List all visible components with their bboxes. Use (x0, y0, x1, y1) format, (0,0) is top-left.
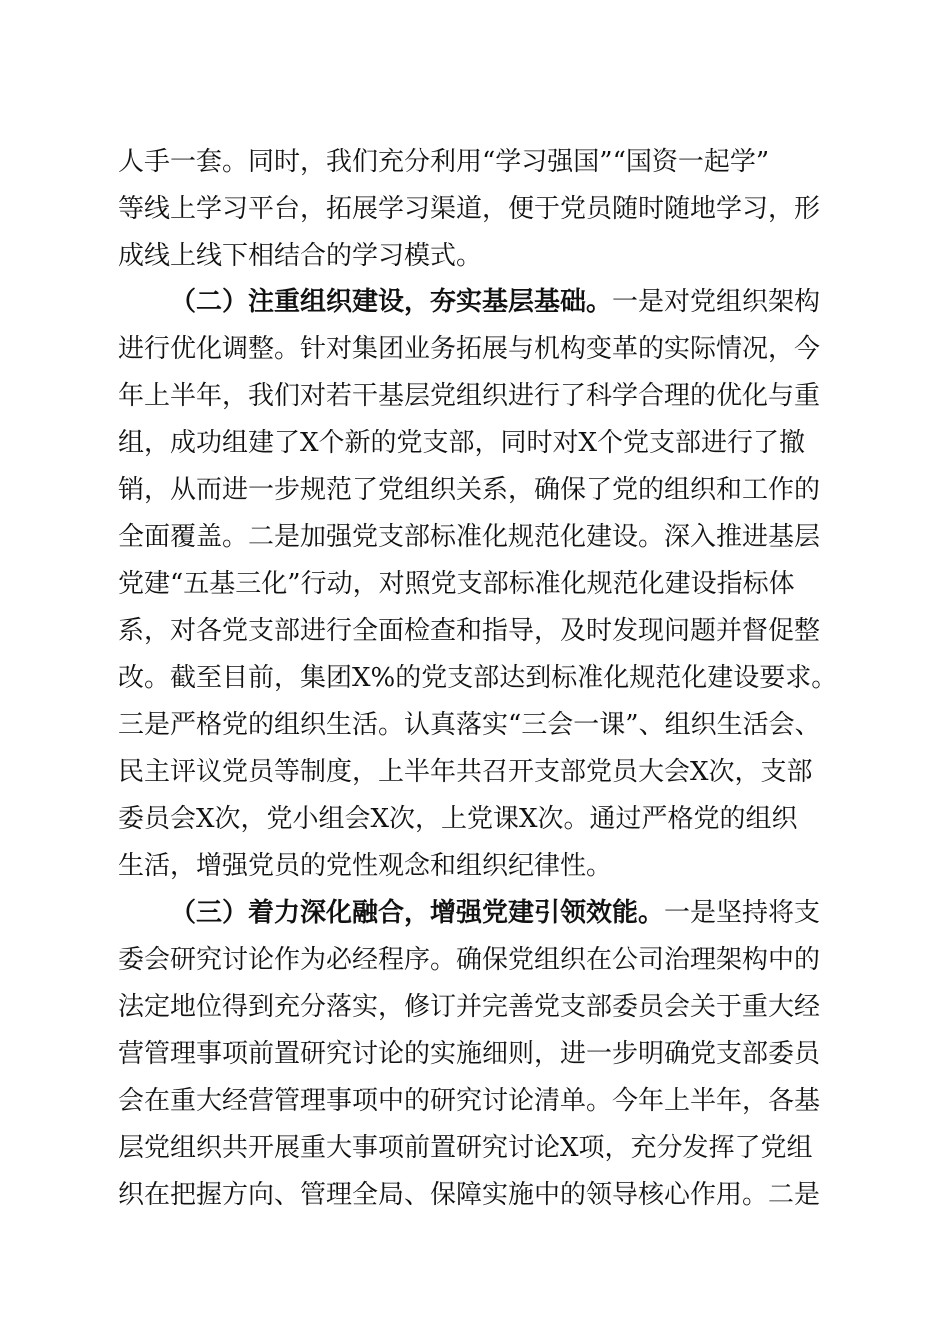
paragraph-first-line (170, 893, 820, 933)
text-line: 层党组织共开展重大事项前置研究讨论X项，充分发挥了党组 (118, 1133, 813, 1163)
text-line: 全面覆盖。二是加强党支部标准化规范化建设。深入推进基层 (118, 522, 821, 552)
text-line: 系，对各党支部进行全面检查和指导，及时发现问题并督促整 (118, 616, 821, 646)
text-line: 会在重大经营管理事项中的研究讨论清单。今年上半年，各基 (118, 1086, 821, 1116)
text-line: 销，从而进一步规范了党组织关系，确保了党的组织和工作的 (118, 475, 821, 505)
section-heading: （二）注重组织建设，夯实基层基础。 (170, 287, 613, 317)
text-line: 党建“五基三化”行动，对照党支部标准化规范化建设指标体 (118, 569, 795, 599)
text-line: 人手一套。同时，我们充分利用“学习强国”“国资一起学” (118, 147, 770, 177)
text-line: 营管理事项前置研究讨论的实施细则，进一步明确党支部委员 (118, 1039, 821, 1069)
text-line: 委会研究讨论作为必经程序。确保党组织在公司治理架构中的 (118, 945, 821, 975)
section-heading: （三）着力深化融合，增强党建引领效能。 (170, 898, 665, 928)
text-line: 委员会X次，党小组会X次，上党课X次。通过严格党的组织 (118, 804, 798, 834)
text-line: 等线上学习平台，拓展学习渠道，便于党员随时随地学习，形 (118, 194, 821, 224)
text-line: 进行优化调整。针对集团业务拓展与机构变革的实际情况，今 (118, 334, 821, 364)
text-line: 织在把握方向、管理全局、保障实施中的领导核心作用。二是 (118, 1180, 821, 1210)
text-run: 一是对党组织架构 (612, 287, 821, 317)
text-line: 生活，增强党员的党性观念和组织纪律性。 (118, 851, 613, 881)
paragraph-first-line (170, 282, 820, 322)
text-line: 三是严格党的组织生活。认真落实“三会一课”、组织生活会、 (118, 710, 821, 740)
text-line: 年上半年，我们对若干基层党组织进行了科学合理的优化与重 (118, 381, 821, 411)
text-run: 一是坚持将支 (664, 898, 821, 928)
text-line: 法定地位得到充分落实，修订并完善党支部委员会关于重大经 (118, 992, 821, 1022)
text-line: 组，成功组建了X个新的党支部，同时对X个党支部进行了撤 (118, 428, 806, 458)
text-line: 民主评议党员等制度，上半年共召开支部党员大会X次，支部 (118, 757, 813, 787)
text-line: 改。截至目前，集团X%的党支部达到标准化规范化建设要求。 (118, 663, 838, 693)
text-line: 成线上线下相结合的学习模式。 (118, 241, 483, 271)
